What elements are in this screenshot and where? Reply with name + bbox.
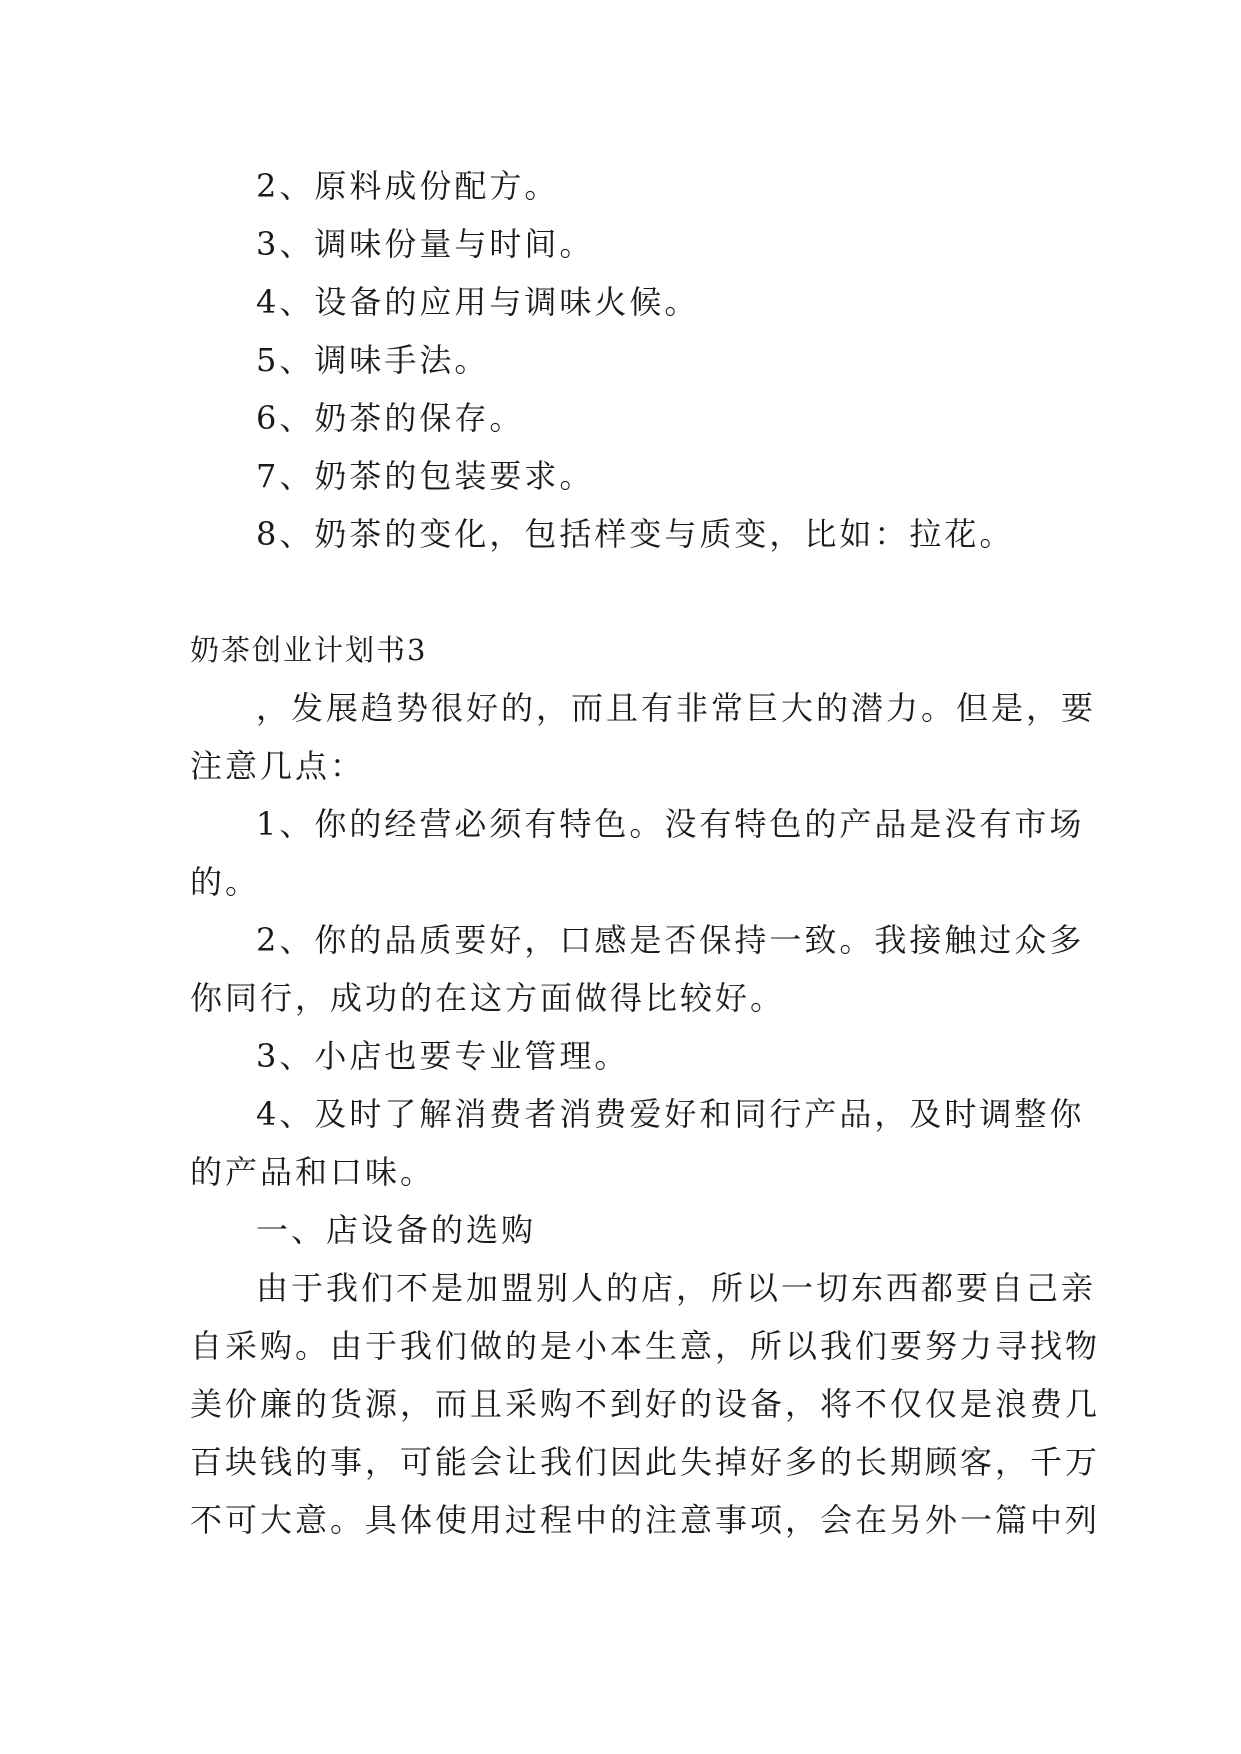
paragraph-line: 由于我们不是加盟别人的店，所以一切东西都要自己亲 [256,1269,1097,1307]
point-line: 4、及时了解消费者消费爱好和同行产品，及时调整你 [256,1095,1085,1133]
list-item: 2、原料成份配方。 [256,167,560,205]
paragraph-line: 百块钱的事，可能会让我们因此失掉好多的长期顾客，千万 [190,1443,1101,1481]
list-item: 7、奶茶的包装要求。 [256,457,595,495]
list-item: 8、奶茶的变化，包括样变与质变，比如：拉花。 [256,515,1015,553]
intro-line: 注意几点： [190,747,366,785]
list-item: 3、调味份量与时间。 [256,225,595,263]
subsection-title: 一、店设备的选购 [256,1211,537,1249]
paragraph-line: 不可大意。具体使用过程中的注意事项，会在另外一篇中列 [190,1501,1101,1539]
point-line: 你同行，成功的在这方面做得比较好。 [190,979,786,1017]
point-line: 3、小店也要专业管理。 [256,1037,630,1075]
section-title: 奶茶创业计划书3 [190,633,428,667]
paragraph-line: 自采购。由于我们做的是小本生意，所以我们要努力寻找物 [190,1327,1101,1365]
intro-line: ，发展趋势很好的，而且有非常巨大的潜力。但是，要 [256,689,1097,727]
point-line: 的产品和口味。 [190,1153,436,1191]
list-item: 5、调味手法。 [256,341,490,379]
list-item: 6、奶茶的保存。 [256,399,525,437]
list-item: 4、设备的应用与调味火候。 [256,283,700,321]
point-line: 1、你的经营必须有特色。没有特色的产品是没有市场 [256,805,1085,843]
point-line: 2、你的品质要好，口感是否保持一致。我接触过众多 [256,921,1085,959]
paragraph-line: 美价廉的货源，而且采购不到好的设备，将不仅仅是浪费几 [190,1385,1101,1423]
point-line: 的。 [190,863,261,901]
